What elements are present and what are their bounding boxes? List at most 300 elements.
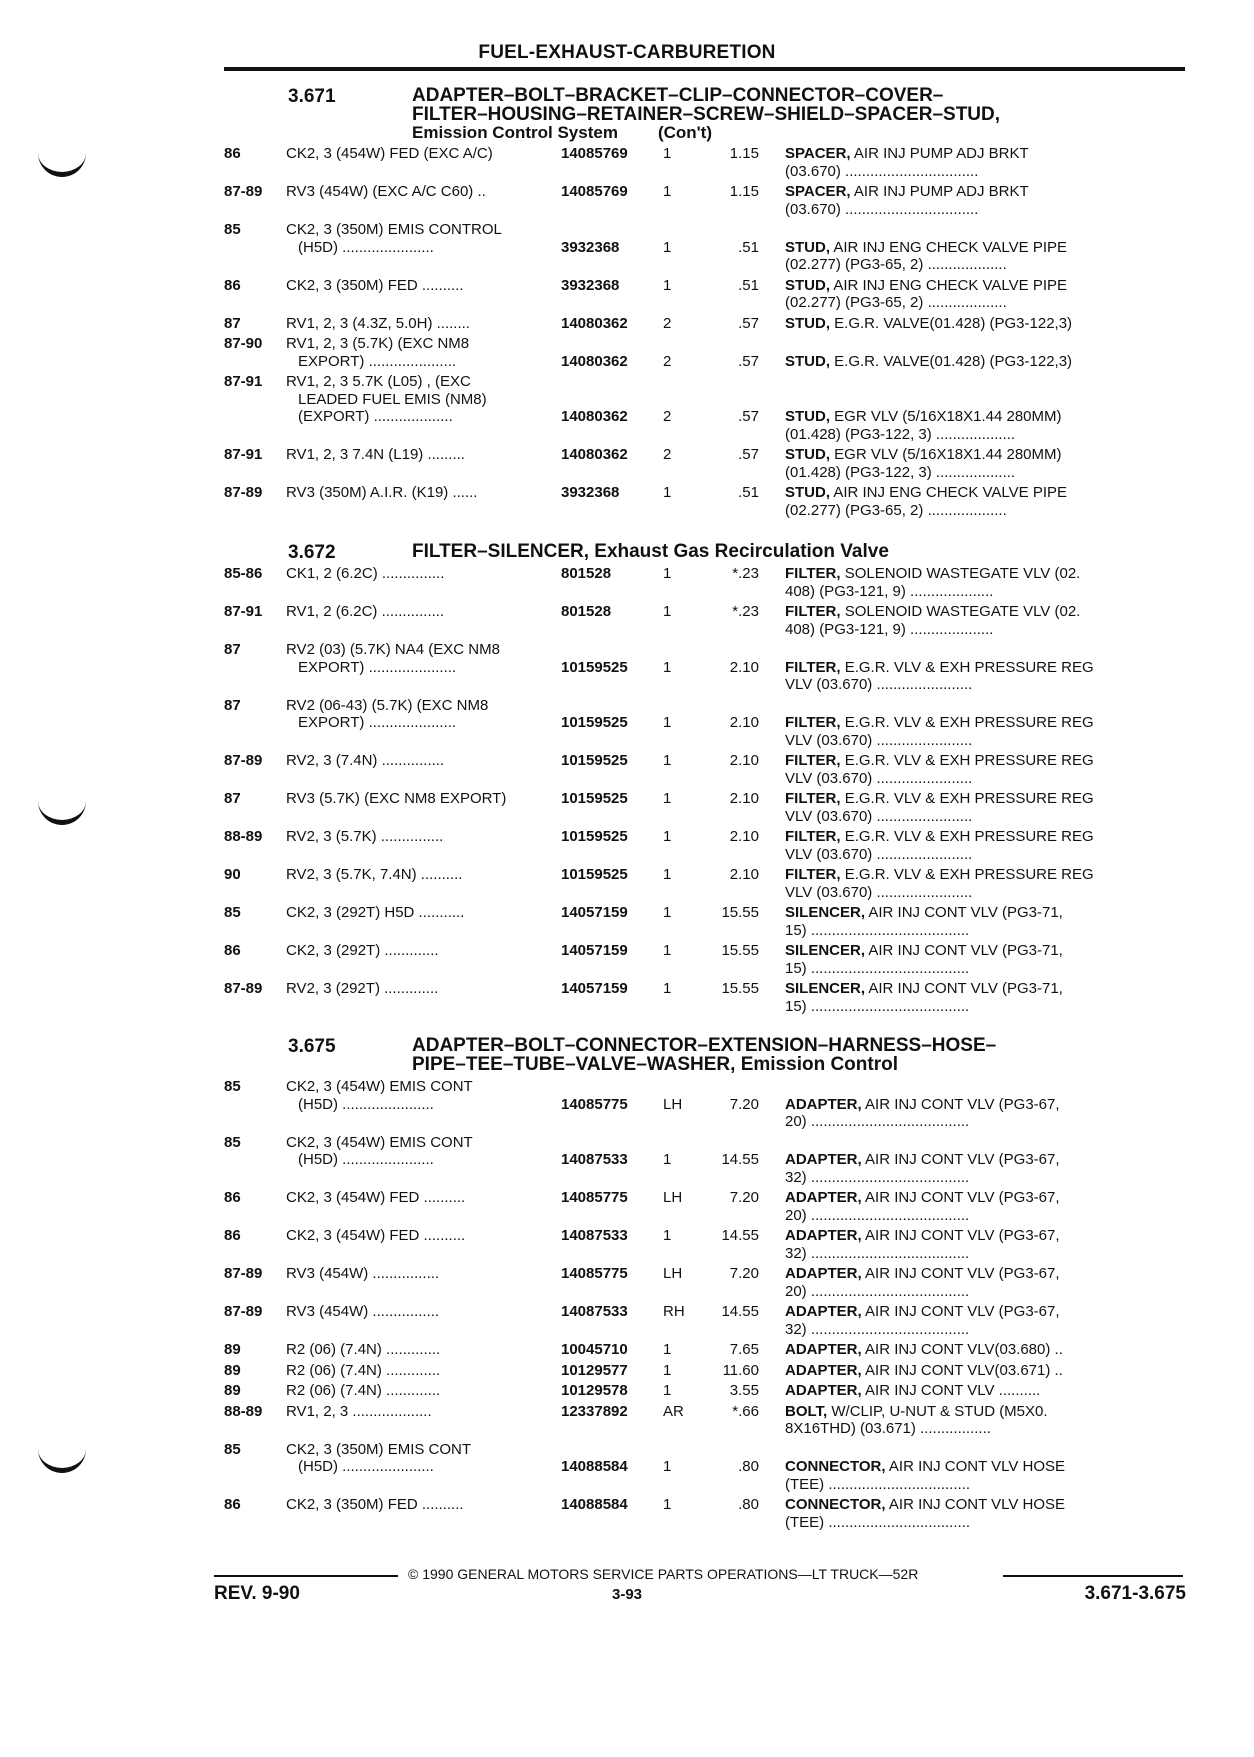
model-line: RV1, 2 (6.2C) ............... — [286, 603, 445, 620]
part-name: FILTER, — [785, 790, 841, 807]
punch-hole-mark — [38, 1446, 86, 1473]
parts-row — [224, 1403, 1185, 1438]
description-line: VLV (03.670) ....................... — [785, 731, 973, 749]
description-line: (03.670) ................................ — [785, 200, 979, 218]
description-line — [785, 1303, 1155, 1321]
price: 2.10 — [729, 714, 759, 731]
price: 2.10 — [729, 828, 759, 845]
description-line: 32) ...................................... — [785, 1168, 970, 1186]
model-line: EXPORT) ..................... — [298, 714, 457, 731]
parts-row — [224, 446, 1185, 481]
model-year: 87-91 — [224, 373, 263, 390]
model-line: CK2, 3 (454W) FED .......... — [286, 1189, 466, 1206]
parts-row — [224, 1496, 1185, 1531]
parts-table — [224, 1078, 1185, 1531]
model-application — [286, 335, 561, 370]
price: 1.15 — [729, 183, 759, 200]
part-number: 10159525 — [561, 828, 628, 845]
price: 14.55 — [721, 1227, 759, 1244]
description-line — [785, 1096, 1155, 1114]
part-number: 3932368 — [561, 276, 620, 294]
part-description — [759, 335, 1155, 370]
section-subtitle — [412, 124, 1185, 141]
model-line: CK2, 3 (350M) FED .......... — [286, 1496, 464, 1513]
part-number: 14080362 — [561, 352, 628, 370]
part-name: ADAPTER, — [785, 1189, 862, 1206]
parts-row — [224, 752, 1185, 787]
part-number: 10129577 — [561, 1361, 628, 1379]
price: 15.55 — [721, 942, 759, 959]
model-line: (H5D) ...................... — [298, 1095, 434, 1113]
parts-row — [224, 828, 1185, 863]
part-name: SILENCER, — [785, 904, 866, 921]
parts-row — [224, 1134, 1185, 1187]
parts-table — [224, 145, 1185, 519]
price: 7.20 — [729, 1189, 759, 1206]
description-line — [785, 1403, 1155, 1421]
model-line: RV2, 3 (5.7K, 7.4N) .......... — [286, 866, 463, 883]
quantity: 1 — [663, 1151, 672, 1168]
part-name: ADAPTER, — [785, 1361, 862, 1379]
parts-row — [224, 603, 1185, 638]
description-text: E.G.R. VALVE(01.428) (PG3-122,3) — [834, 352, 1073, 370]
part-name: ADAPTER, — [785, 1151, 862, 1168]
header-rule — [224, 67, 1185, 71]
model-year: 85-86 — [224, 565, 263, 582]
quantity: 1 — [663, 866, 672, 883]
description-line — [785, 315, 1155, 333]
description-line: (TEE) .................................. — [785, 1513, 971, 1531]
model-line: RV2, 3 (292T) ............. — [286, 980, 439, 997]
part-name: STUD, — [785, 352, 830, 370]
model-year: 89 — [224, 1382, 241, 1399]
part-name: FILTER, — [785, 714, 841, 731]
part-description — [759, 980, 1155, 1015]
part-number: 3932368 — [561, 484, 620, 501]
model-application — [286, 221, 561, 274]
part-number: 14080362 — [561, 446, 628, 463]
punch-hole-mark — [38, 150, 86, 177]
model-year: 87-89 — [224, 980, 263, 997]
description-text: AIR INJ CONT VLV (PG3-67, — [865, 1151, 1060, 1168]
model-year: 87-91 — [224, 446, 263, 463]
parts-row — [224, 145, 1185, 180]
quantity: 1 — [663, 603, 672, 620]
part-name: FILTER, — [785, 828, 841, 845]
quantity: 1 — [663, 752, 672, 769]
description-text: AIR INJ PUMP ADJ BRKT — [853, 183, 1029, 200]
part-name: CONNECTOR, — [785, 1458, 886, 1475]
part-description — [759, 1496, 1155, 1531]
parts-row — [224, 183, 1185, 218]
description-line: 408) (PG3-121, 9) .................... — [785, 620, 994, 638]
part-name: ADAPTER, — [785, 1382, 862, 1399]
model-application — [286, 145, 561, 180]
model-line: CK2, 3 (350M) EMIS CONT — [286, 1440, 472, 1458]
model-application — [286, 641, 561, 694]
parts-row — [224, 1078, 1185, 1131]
part-description — [759, 1265, 1155, 1300]
quantity: 1 — [663, 484, 672, 501]
part-description — [759, 866, 1155, 901]
model-year: 86 — [224, 942, 241, 959]
quantity: 1 — [663, 1361, 672, 1379]
part-description — [759, 446, 1155, 481]
model-year: 87 — [224, 641, 241, 658]
parts-row — [224, 277, 1185, 312]
description-text: AIR INJ CONT VLV .......... — [865, 1382, 1041, 1399]
part-name: ADAPTER, — [785, 1227, 862, 1244]
model-line: CK2, 3 (454W) FED .......... — [286, 1227, 466, 1244]
description-text: AIR INJ CONT VLV (PG3-67, — [865, 1227, 1060, 1244]
price: 7.65 — [729, 1341, 759, 1358]
description-line — [785, 659, 1155, 677]
model-line: CK2, 3 (292T) H5D ........... — [286, 904, 465, 921]
section-number: 3.675 — [288, 1036, 336, 1057]
model-year: 90 — [224, 866, 241, 883]
quantity: LH — [663, 1265, 683, 1282]
parts-row — [224, 1189, 1185, 1224]
section-title-line: ADAPTER–BOLT–BRACKET–CLIP–CONNECTOR–COVER– — [412, 85, 944, 106]
part-description — [759, 1078, 1155, 1131]
model-application — [286, 790, 561, 825]
section-heading — [224, 542, 1185, 561]
part-number: 14087533 — [561, 1227, 628, 1244]
description-line — [785, 752, 1155, 770]
model-application — [286, 752, 561, 787]
parts-row — [224, 641, 1185, 694]
description-line: (02.277) (PG3-65, 2) ................... — [785, 256, 1007, 273]
parts-row — [224, 335, 1185, 370]
model-line: RV2 (03) (5.7K) NA4 (EXC NM8 — [286, 641, 500, 658]
description-line — [785, 1458, 1155, 1476]
quantity: 1 — [663, 1496, 672, 1513]
part-description — [759, 1441, 1155, 1494]
model-line: EXPORT) ..................... — [298, 352, 457, 370]
model-application — [286, 1341, 561, 1359]
punch-hole-mark — [38, 798, 86, 825]
description-line — [785, 1496, 1155, 1514]
part-description — [759, 1134, 1155, 1187]
part-description — [759, 1403, 1155, 1438]
parts-row — [224, 1227, 1185, 1262]
model-year: 85 — [224, 1440, 241, 1458]
part-description — [759, 828, 1155, 863]
section-3-672 — [224, 542, 1185, 1018]
model-line: RV2, 3 (5.7K) ............... — [286, 828, 444, 845]
price: .80 — [738, 1496, 759, 1513]
model-line: (H5D) ...................... — [298, 238, 434, 256]
description-text: AIR INJ ENG CHECK VALVE PIPE — [833, 276, 1068, 294]
quantity: LH — [663, 1095, 683, 1113]
price: 1.15 — [729, 145, 759, 162]
part-name: FILTER, — [785, 866, 841, 883]
description-line: (02.277) (PG3-65, 2) ................... — [785, 501, 1007, 519]
model-line: RV3 (454W) ................ — [286, 1303, 440, 1320]
model-year: 87 — [224, 314, 241, 332]
section-title-line: FILTER–HOUSING–RETAINER–SCREW–SHIELD–SPACER–STUD, — [412, 104, 1001, 125]
model-application — [286, 565, 561, 600]
description-line — [785, 565, 1155, 583]
description-line: 32) ...................................... — [785, 1320, 970, 1338]
model-line: EXPORT) ..................... — [298, 658, 457, 676]
section-number: 3.671 — [288, 86, 336, 107]
description-line: VLV (03.670) ....................... — [785, 883, 973, 901]
price: 2.10 — [729, 752, 759, 769]
model-line: (EXPORT) ................... — [298, 408, 453, 425]
model-line: RV2 (06-43) (5.7K) (EXC NM8 — [286, 696, 489, 714]
description-line — [785, 1151, 1155, 1169]
quantity: RH — [663, 1303, 685, 1320]
part-number: 14080362 — [561, 408, 628, 425]
model-year: 89 — [224, 1341, 241, 1358]
model-line: LEADED FUEL EMIS (NM8) — [298, 390, 487, 408]
quantity: 1 — [663, 828, 672, 845]
part-description — [759, 373, 1155, 443]
part-number: 14087533 — [561, 1151, 628, 1168]
description-line — [785, 239, 1155, 257]
section-heading — [224, 86, 1185, 141]
model-application — [286, 904, 561, 939]
parts-row — [224, 942, 1185, 977]
quantity: 2 — [663, 446, 672, 463]
description-line: (02.277) (PG3-65, 2) ................... — [785, 294, 1007, 311]
model-application — [286, 1441, 561, 1494]
model-application — [286, 828, 561, 863]
model-line: CK2, 3 (454W) EMIS CONT — [286, 1133, 473, 1151]
description-line — [785, 446, 1155, 464]
quantity: 1 — [663, 565, 672, 582]
part-name: ADAPTER, — [785, 1265, 862, 1282]
description-text: E.G.R. VLV & EXH PRESSURE REG — [844, 752, 1094, 769]
description-line: 408) (PG3-121, 9) .................... — [785, 582, 994, 600]
part-description — [759, 565, 1155, 600]
model-application — [286, 1362, 561, 1380]
description-text: AIR INJ CONT VLV (PG3-67, — [865, 1303, 1060, 1320]
parts-row — [224, 373, 1185, 443]
model-application — [286, 373, 561, 443]
description-text: E.G.R. VLV & EXH PRESSURE REG — [844, 658, 1094, 676]
model-line: CK2, 3 (292T) ............. — [286, 942, 439, 959]
model-application — [286, 183, 561, 218]
model-year: 85 — [224, 1078, 241, 1095]
description-line — [785, 603, 1155, 621]
model-line: CK2, 3 (454W) EMIS CONT — [286, 1078, 473, 1095]
part-description — [759, 904, 1155, 939]
description-line — [785, 828, 1155, 846]
parts-row — [224, 1341, 1185, 1359]
model-year: 88-89 — [224, 1402, 263, 1420]
price: 2.10 — [729, 790, 759, 807]
quantity: 1 — [663, 980, 672, 997]
model-application — [286, 315, 561, 333]
model-year: 89 — [224, 1361, 241, 1379]
part-description — [759, 315, 1155, 333]
parts-row — [224, 565, 1185, 600]
description-line — [785, 1341, 1155, 1359]
price: 14.55 — [721, 1151, 759, 1168]
quantity: 1 — [663, 1227, 672, 1244]
price: .57 — [738, 314, 759, 332]
section-3-675 — [224, 1036, 1185, 1534]
model-application — [286, 1134, 561, 1187]
part-name: BOLT, — [785, 1402, 828, 1420]
footer-page-number: 3-93 — [611, 1586, 643, 1603]
model-year: 86 — [224, 1189, 241, 1206]
description-line — [785, 942, 1155, 960]
model-line: RV1, 2, 3 ................... — [286, 1402, 432, 1420]
part-number: 10159525 — [561, 790, 628, 807]
part-description — [759, 277, 1155, 312]
description-line — [785, 904, 1155, 922]
part-number: 14057159 — [561, 980, 628, 997]
part-name: STUD, — [785, 276, 830, 294]
part-number: 10159525 — [561, 752, 628, 769]
parts-row — [224, 1303, 1185, 1338]
part-number: 14080362 — [561, 314, 628, 332]
description-line: VLV (03.670) ....................... — [785, 845, 973, 863]
part-number: 14088584 — [561, 1458, 628, 1475]
description-text: AIR INJ CONT VLV (PG3-71, — [868, 980, 1063, 997]
quantity: 1 — [663, 942, 672, 959]
description-line: 15) ...................................... — [785, 959, 970, 977]
model-year: 86 — [224, 1496, 241, 1513]
continued-label: (Con't) — [657, 123, 713, 142]
section-title-line: FILTER–SILENCER, Exhaust Gas Recirculation Valve — [412, 541, 889, 562]
description-text: SOLENOID WASTEGATE VLV (02. — [844, 565, 1081, 582]
price: 14.55 — [721, 1303, 759, 1320]
part-number: 3932368 — [561, 238, 620, 256]
part-description — [759, 697, 1155, 750]
part-description — [759, 484, 1155, 519]
description-line — [785, 277, 1155, 295]
model-year: 87-91 — [224, 603, 263, 620]
part-name: SPACER, — [785, 145, 851, 162]
part-description — [759, 1303, 1155, 1338]
description-line — [785, 353, 1155, 371]
description-text: E.G.R. VALVE(01.428) (PG3-122,3) — [834, 314, 1073, 332]
description-line: 20) ...................................... — [785, 1206, 970, 1224]
parts-row — [224, 904, 1185, 939]
footer-rule-left — [214, 1575, 398, 1577]
model-year: 85 — [224, 1133, 241, 1151]
quantity: 1 — [663, 183, 672, 200]
part-description — [759, 1227, 1155, 1262]
quantity: 1 — [663, 1382, 672, 1399]
model-line: (H5D) ...................... — [298, 1151, 434, 1168]
model-line: R2 (06) (7.4N) ............. — [286, 1382, 441, 1399]
parts-row — [224, 1382, 1185, 1400]
model-application — [286, 277, 561, 312]
description-line — [785, 866, 1155, 884]
part-number: 801528 — [561, 565, 612, 582]
description-line — [785, 408, 1155, 426]
description-text: AIR INJ CONT VLV(03.671) .. — [865, 1361, 1063, 1379]
model-year: 87 — [224, 696, 241, 714]
description-text: E.G.R. VLV & EXH PRESSURE REG — [844, 790, 1094, 807]
parts-row — [224, 980, 1185, 1015]
price: 7.20 — [729, 1265, 759, 1282]
price: 2.10 — [729, 866, 759, 883]
model-year: 87-89 — [224, 484, 263, 501]
description-line — [785, 1362, 1155, 1380]
description-line — [785, 484, 1155, 502]
quantity: 1 — [663, 1341, 672, 1358]
model-application — [286, 942, 561, 977]
model-year: 88-89 — [224, 828, 263, 845]
parts-row — [224, 697, 1185, 750]
description-line — [785, 1382, 1155, 1400]
description-text: AIR INJ ENG CHECK VALVE PIPE — [833, 484, 1068, 501]
description-line — [785, 714, 1155, 732]
description-text: E.G.R. VLV & EXH PRESSURE REG — [844, 714, 1094, 731]
part-number: 10159525 — [561, 866, 628, 883]
part-number: 10159525 — [561, 658, 628, 676]
description-line: VLV (03.670) ....................... — [785, 676, 973, 693]
part-description — [759, 752, 1155, 787]
part-description — [759, 790, 1155, 825]
price: 2.10 — [729, 658, 759, 676]
part-description — [759, 1341, 1155, 1359]
description-line: 8X16THD) (03.671) ................. — [785, 1420, 991, 1437]
model-application — [286, 1227, 561, 1262]
part-description — [759, 1382, 1155, 1400]
quantity: 1 — [663, 238, 672, 256]
part-description — [759, 145, 1155, 180]
parts-row — [224, 1362, 1185, 1380]
part-number: 14088584 — [561, 1496, 628, 1513]
description-text: AIR INJ CONT VLV HOSE — [888, 1458, 1066, 1475]
parts-row — [224, 484, 1185, 519]
description-text: SOLENOID WASTEGATE VLV (02. — [844, 603, 1081, 620]
quantity: 2 — [663, 408, 672, 425]
part-number: 14085775 — [561, 1095, 628, 1113]
model-application — [286, 1496, 561, 1531]
description-text: EGR VLV (5/16X18X1.44 280MM) — [834, 446, 1062, 463]
description-text: AIR INJ CONT VLV (PG3-67, — [865, 1265, 1060, 1282]
part-number: 801528 — [561, 603, 612, 620]
footer-revision: REV. 9-90 — [214, 1583, 300, 1604]
model-application — [286, 1078, 561, 1131]
model-application — [286, 697, 561, 750]
model-year: 85 — [224, 221, 241, 238]
description-text: AIR INJ CONT VLV (PG3-71, — [868, 942, 1063, 959]
part-description — [759, 221, 1155, 274]
footer-rule-right — [1003, 1575, 1183, 1577]
part-name: STUD, — [785, 484, 830, 501]
model-application — [286, 603, 561, 638]
price: .57 — [738, 408, 759, 425]
part-number: 10129578 — [561, 1382, 628, 1399]
part-number: 14087533 — [561, 1303, 628, 1320]
quantity: 1 — [663, 714, 672, 731]
part-name: SILENCER, — [785, 942, 866, 959]
description-text: AIR INJ CONT VLV (PG3-67, — [865, 1189, 1060, 1206]
model-year: 86 — [224, 1227, 241, 1244]
part-name: STUD, — [785, 408, 830, 425]
price: 3.55 — [729, 1382, 759, 1399]
part-description — [759, 183, 1155, 218]
price: .57 — [738, 352, 759, 370]
parts-row — [224, 221, 1185, 274]
description-line — [785, 1265, 1155, 1283]
price: 15.55 — [721, 980, 759, 997]
price: *.23 — [732, 603, 759, 620]
part-number: 14085775 — [561, 1189, 628, 1206]
page-title: FUEL-EXHAUST-CARBURETION — [478, 42, 776, 63]
price: .80 — [738, 1458, 759, 1475]
model-line: RV1, 2, 3 5.7K (L05) , (EXC — [286, 373, 471, 390]
